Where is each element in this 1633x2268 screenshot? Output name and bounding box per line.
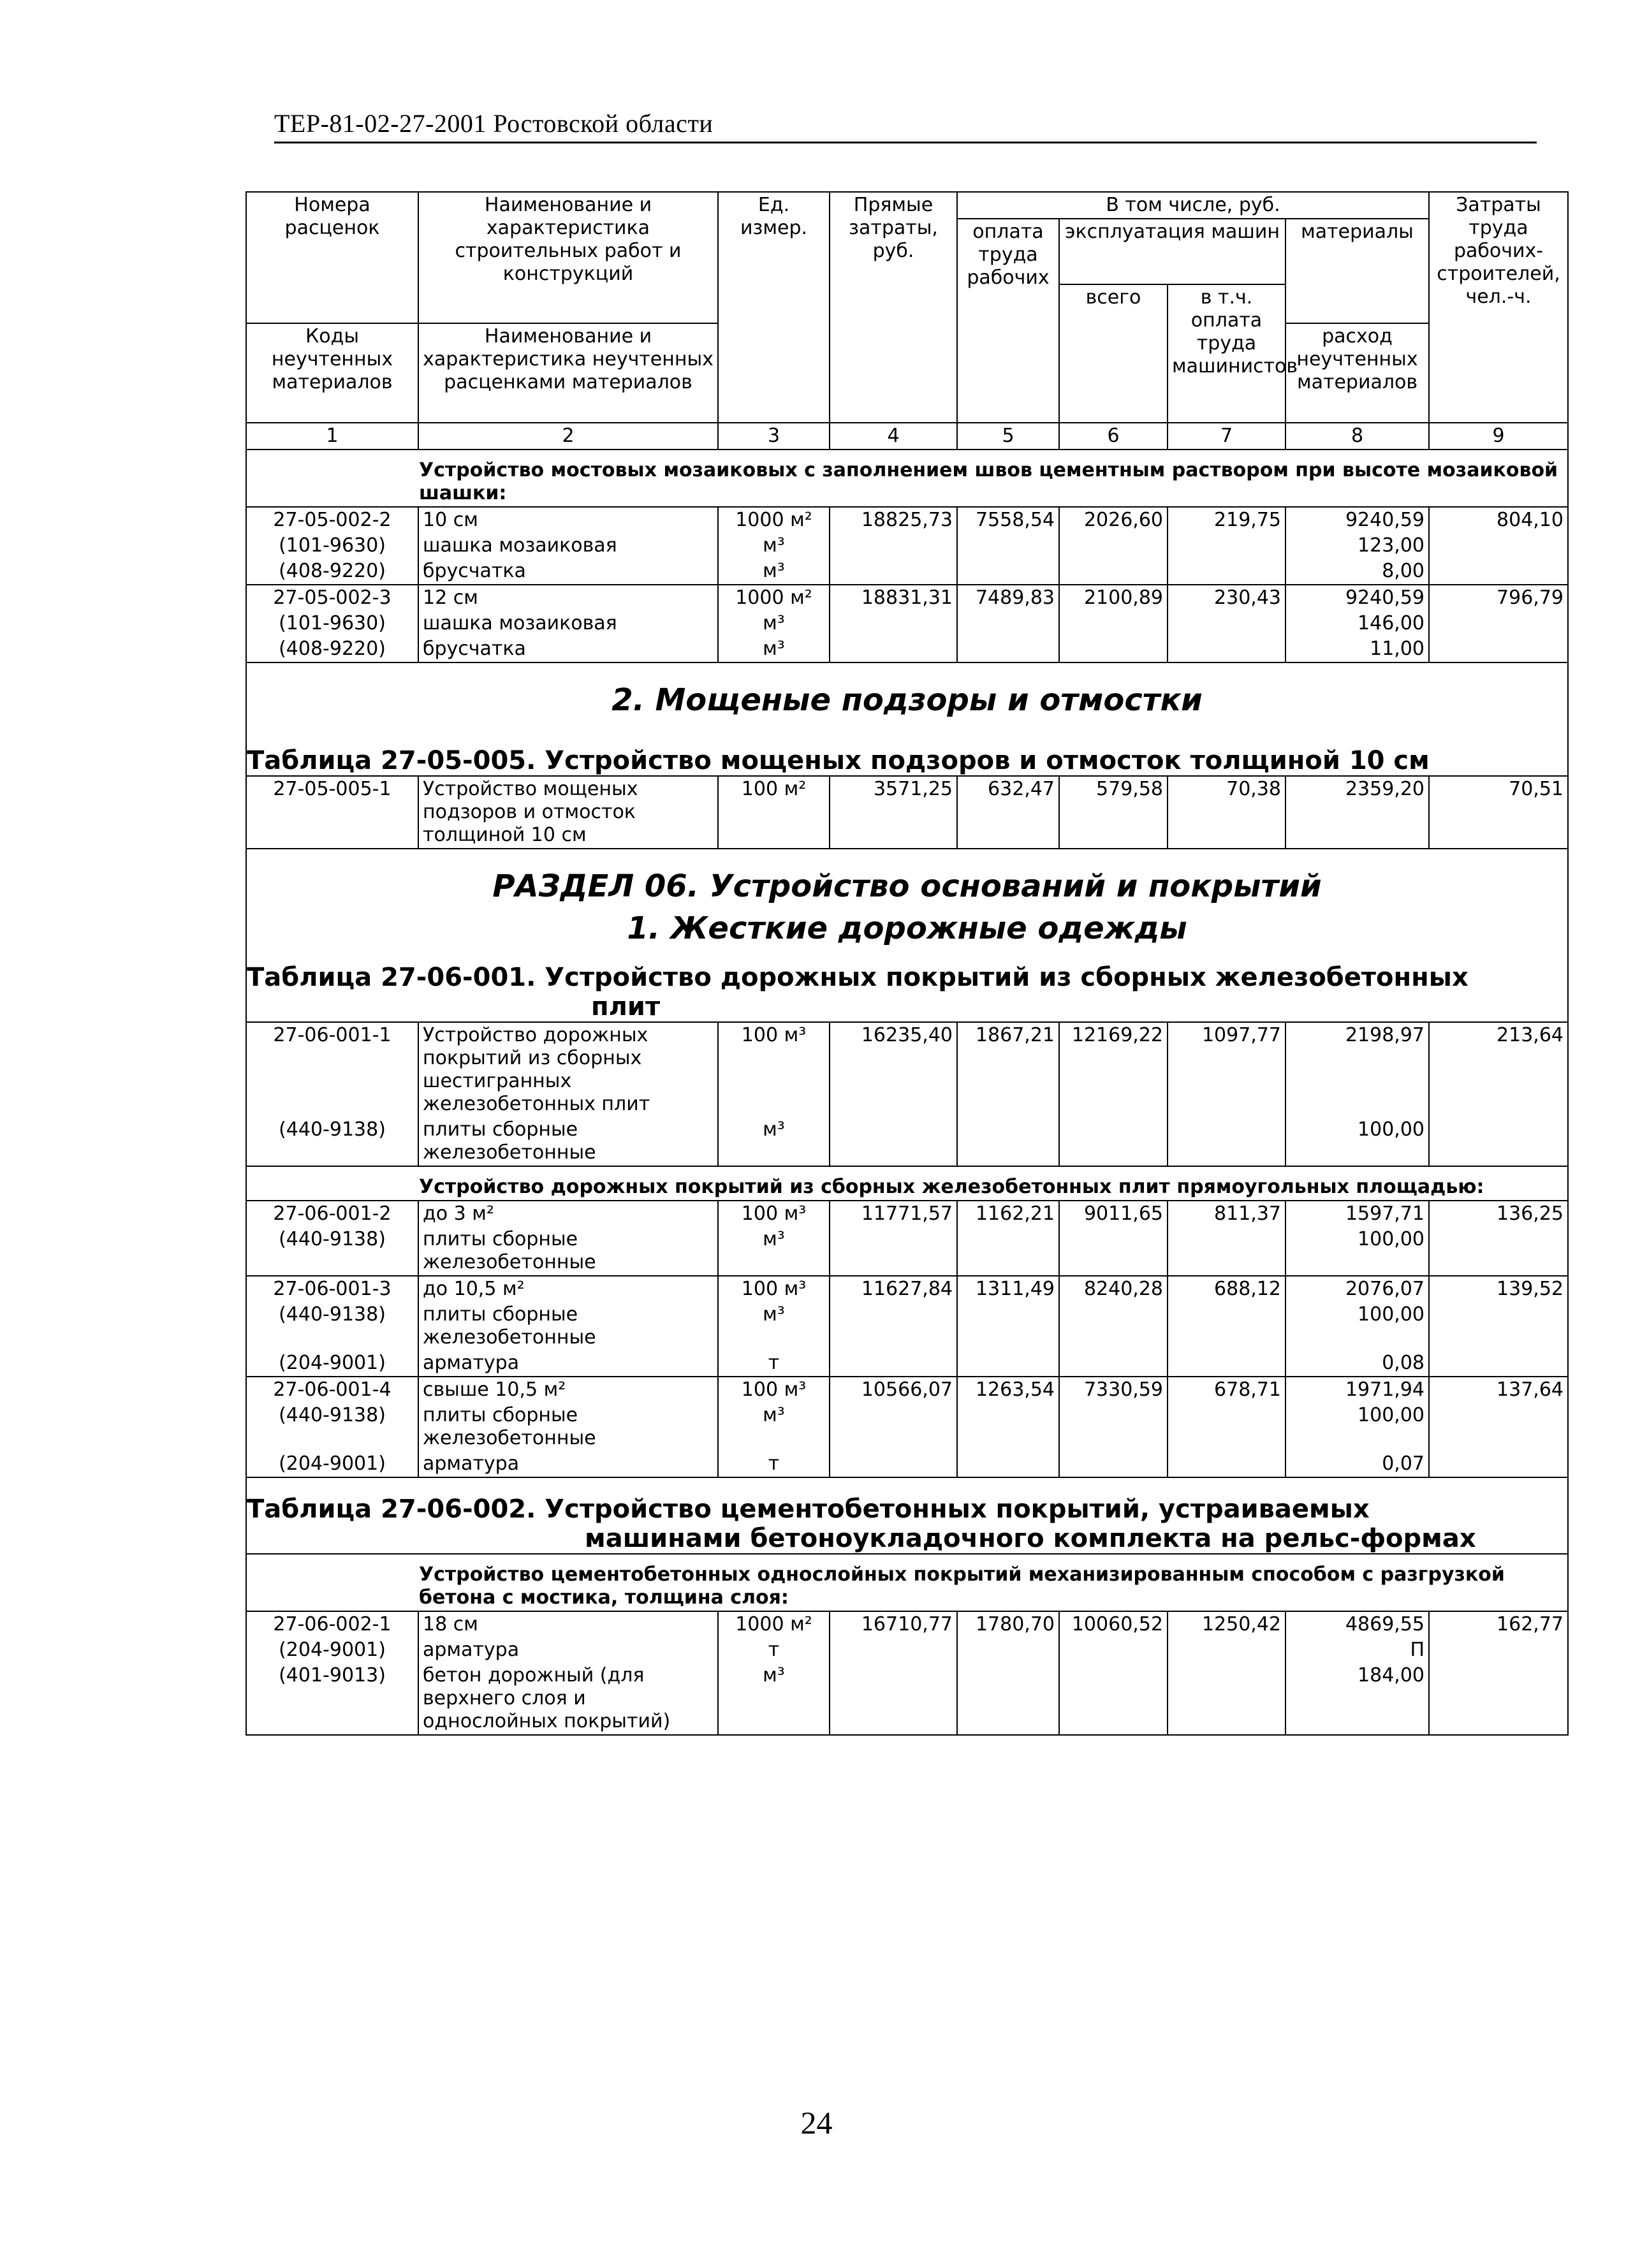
- work-name: шашка мозаиковая: [418, 533, 718, 559]
- labor-hours: [1429, 636, 1568, 662]
- rate-code: 27-05-002-3: [246, 585, 418, 611]
- labor-cost: [957, 1227, 1059, 1276]
- machine-cost: [1059, 1227, 1168, 1276]
- header-materials: материалы: [1285, 219, 1429, 323]
- unit: м³: [718, 1302, 830, 1350]
- machine-labor-cost: 811,37: [1168, 1201, 1285, 1227]
- heading-2: 2. Мощеные подзоры и отмостки: [246, 662, 1568, 729]
- materials-cost: 9240,59: [1285, 585, 1429, 611]
- table-row: [246, 611, 1568, 636]
- col-number: 1: [246, 423, 418, 450]
- machine-labor-cost: [1168, 1302, 1285, 1350]
- materials-cost: 11,00: [1285, 636, 1429, 662]
- rate-code: 27-06-001-4: [246, 1377, 418, 1403]
- price-table: [245, 191, 1569, 1736]
- section-2: [246, 662, 1568, 776]
- work-name: арматура: [418, 1451, 718, 1477]
- table-06-002-rows: [246, 1611, 1568, 1735]
- rate-code: (204-9001): [246, 1350, 418, 1377]
- machine-labor-cost: [1168, 1403, 1285, 1451]
- work-name: 12 см: [418, 585, 718, 611]
- labor-cost: 1780,70: [957, 1611, 1059, 1637]
- col-number: 3: [718, 423, 830, 450]
- table-header: [246, 192, 1568, 450]
- table-row: [246, 1201, 1568, 1227]
- unit: м³: [718, 1403, 830, 1451]
- table-06-001-group: [246, 1166, 1568, 1201]
- unit: м³: [718, 1117, 830, 1166]
- header-machines: эксплуатация машин: [1059, 219, 1285, 284]
- header-labor: оплата труда рабочих: [957, 219, 1059, 423]
- direct-costs: [830, 1117, 957, 1166]
- direct-costs: 11627,84: [830, 1276, 957, 1302]
- header-col9: Затраты труда рабочих-строителей, чел.-ч.: [1429, 192, 1568, 423]
- work-name: бетон дорожный (для верхнего слоя и однослойных покрытий): [418, 1663, 718, 1735]
- unit: м³: [718, 533, 830, 559]
- table-row: [246, 1611, 1568, 1637]
- header-col2-top: Наименование и характеристика строительных работ и конструкций: [418, 192, 718, 323]
- labor-cost: 1162,21: [957, 1201, 1059, 1227]
- unit: т: [718, 1451, 830, 1477]
- machine-labor-cost: [1168, 1227, 1285, 1276]
- machine-cost: [1059, 611, 1168, 636]
- work-name: до 10,5 м²: [418, 1276, 718, 1302]
- machine-labor-cost: 688,12: [1168, 1276, 1285, 1302]
- labor-hours: 70,51: [1429, 776, 1568, 849]
- unit: м³: [718, 611, 830, 636]
- direct-costs: [830, 1663, 957, 1735]
- labor-cost: [957, 1637, 1059, 1663]
- labor-hours: 213,64: [1429, 1022, 1568, 1117]
- col-number: 2: [418, 423, 718, 450]
- table-06-002: [246, 1477, 1568, 1611]
- labor-hours: [1429, 1403, 1568, 1451]
- materials-cost: П: [1285, 1637, 1429, 1663]
- labor-cost: 632,47: [957, 776, 1059, 849]
- labor-hours: 162,77: [1429, 1611, 1568, 1637]
- col-number: 5: [957, 423, 1059, 450]
- work-name: Устройство мощеных подзоров и отмосток толщиной 10 см: [418, 776, 718, 849]
- rate-code: 27-05-005-1: [246, 776, 418, 849]
- machine-labor-cost: 70,38: [1168, 776, 1285, 849]
- table-06-001-title-2: плит: [591, 992, 661, 1021]
- table-06-001-group-rows: [246, 1201, 1568, 1477]
- rate-code: (440-9138): [246, 1117, 418, 1166]
- machine-labor-cost: [1168, 533, 1285, 559]
- machine-labor-cost: [1168, 611, 1285, 636]
- machine-labor-cost: [1168, 1663, 1285, 1735]
- labor-hours: 139,52: [1429, 1276, 1568, 1302]
- labor-hours: [1429, 1451, 1568, 1477]
- rate-code: (204-9001): [246, 1637, 418, 1663]
- materials-cost: 4869,55: [1285, 1611, 1429, 1637]
- labor-hours: [1429, 1227, 1568, 1276]
- machine-cost: 579,58: [1059, 776, 1168, 849]
- rate-code: (440-9138): [246, 1403, 418, 1451]
- header-materials-use: расход неучтенных материалов: [1285, 323, 1429, 423]
- labor-hours: 804,10: [1429, 507, 1568, 533]
- materials-cost: 8,00: [1285, 559, 1429, 585]
- rate-code: 27-06-001-1: [246, 1022, 418, 1117]
- heading-06-1: 1. Жесткие дорожные одежды: [246, 904, 1568, 946]
- materials-cost: 9240,59: [1285, 507, 1429, 533]
- work-name: шашка мозаиковая: [418, 611, 718, 636]
- materials-cost: 100,00: [1285, 1403, 1429, 1451]
- direct-costs: [830, 636, 957, 662]
- machine-cost: 2026,60: [1059, 507, 1168, 533]
- materials-cost: 2076,07: [1285, 1276, 1429, 1302]
- table-06-002-title-1: Устройство цементобетонных покрытий, устраиваемых: [545, 1495, 1370, 1524]
- materials-cost: 100,00: [1285, 1117, 1429, 1166]
- table-005-label: Таблица 27-05-005.: [247, 746, 536, 775]
- labor-cost: 1263,54: [957, 1377, 1059, 1403]
- materials-cost: 2359,20: [1285, 776, 1429, 849]
- machine-cost: 7330,59: [1059, 1377, 1168, 1403]
- work-name: арматура: [418, 1637, 718, 1663]
- rate-code: 27-06-001-3: [246, 1276, 418, 1302]
- unit: 1000 м²: [718, 585, 830, 611]
- unit: м³: [718, 636, 830, 662]
- direct-costs: [830, 1302, 957, 1350]
- header-col3: Ед. измер.: [718, 192, 830, 423]
- machine-labor-cost: 1250,42: [1168, 1611, 1285, 1637]
- table-row: [246, 776, 1568, 849]
- work-name: арматура: [418, 1350, 718, 1377]
- work-name: плиты сборные железобетонные: [418, 1117, 718, 1166]
- table-row: [246, 559, 1568, 585]
- table-row: [246, 1637, 1568, 1663]
- machine-labor-cost: [1168, 636, 1285, 662]
- machine-labor-cost: [1168, 1117, 1285, 1166]
- labor-hours: [1429, 611, 1568, 636]
- labor-cost: [957, 636, 1059, 662]
- group1-rows: [246, 507, 1568, 662]
- machine-cost: 9011,65: [1059, 1201, 1168, 1227]
- labor-cost: [957, 1663, 1059, 1735]
- machine-cost: [1059, 533, 1168, 559]
- unit: м³: [718, 1663, 830, 1735]
- labor-cost: [957, 1302, 1059, 1350]
- machine-cost: 8240,28: [1059, 1276, 1168, 1302]
- direct-costs: [830, 1350, 957, 1377]
- labor-cost: [957, 559, 1059, 585]
- header-col1-bottom: Коды неучтенных материалов: [246, 323, 418, 423]
- labor-cost: 1867,21: [957, 1022, 1059, 1117]
- table-row: [246, 507, 1568, 533]
- table-06-001-group-title: Устройство дорожных покрытий из сборных железобетонных плит прямоугольных площадью:: [246, 1166, 1568, 1201]
- labor-hours: [1429, 559, 1568, 585]
- direct-costs: 18831,31: [830, 585, 957, 611]
- direct-costs: [830, 559, 957, 585]
- work-name: до 3 м²: [418, 1201, 718, 1227]
- work-name: плиты сборные железобетонные: [418, 1403, 718, 1451]
- labor-hours: 136,25: [1429, 1201, 1568, 1227]
- col-number: 4: [830, 423, 957, 450]
- table-005-title: Устройство мощеных подзоров и отмосток толщиной 10 см: [545, 746, 1430, 775]
- machine-labor-cost: 678,71: [1168, 1377, 1285, 1403]
- group1-title: Устройство мостовых мозаиковых с заполнением швов цементным раствором при высоте мозаиковой шашки:: [246, 450, 1568, 507]
- machine-labor-cost: 230,43: [1168, 585, 1285, 611]
- col-number: 8: [1285, 423, 1429, 450]
- machine-labor-cost: [1168, 1451, 1285, 1477]
- labor-hours: [1429, 1302, 1568, 1350]
- table-row: [246, 1451, 1568, 1477]
- labor-cost: [957, 1451, 1059, 1477]
- unit: т: [718, 1350, 830, 1377]
- materials-cost: 146,00: [1285, 611, 1429, 636]
- rate-code: (440-9138): [246, 1302, 418, 1350]
- materials-cost: 1971,94: [1285, 1377, 1429, 1403]
- unit: м³: [718, 1227, 830, 1276]
- direct-costs: 16235,40: [830, 1022, 957, 1117]
- table-row: [246, 1302, 1568, 1350]
- table-06-002-caption: [246, 1477, 1568, 1554]
- labor-hours: [1429, 533, 1568, 559]
- table-005-caption: [246, 729, 1568, 776]
- rate-code: 27-05-002-2: [246, 507, 418, 533]
- section-06-title: РАЗДЕЛ 06. Устройство оснований и покрытий: [246, 849, 1568, 904]
- labor-hours: [1429, 1663, 1568, 1735]
- col-number: 7: [1168, 423, 1285, 450]
- machine-cost: [1059, 1117, 1168, 1166]
- rate-code: (401-9013): [246, 1663, 418, 1735]
- rate-code: (101-9630): [246, 533, 418, 559]
- machine-cost: [1059, 1403, 1168, 1451]
- page-number: 24: [800, 2105, 833, 2140]
- rate-code: (408-9220): [246, 559, 418, 585]
- direct-costs: [830, 1403, 957, 1451]
- rate-code: 27-06-001-2: [246, 1201, 418, 1227]
- unit: 1000 м²: [718, 507, 830, 533]
- table-06-001-caption: [246, 946, 1568, 1022]
- direct-costs: 11771,57: [830, 1201, 957, 1227]
- table-row: [246, 1663, 1568, 1735]
- labor-cost: 1311,49: [957, 1276, 1059, 1302]
- table-row: [246, 1403, 1568, 1451]
- unit: 100 м³: [718, 1201, 830, 1227]
- table-row: [246, 585, 1568, 611]
- materials-cost: 184,00: [1285, 1663, 1429, 1735]
- direct-costs: [830, 533, 957, 559]
- direct-costs: [830, 1451, 957, 1477]
- direct-costs: 3571,25: [830, 776, 957, 849]
- labor-hours: [1429, 1350, 1568, 1377]
- labor-cost: [957, 611, 1059, 636]
- work-name: плиты сборные железобетонные: [418, 1227, 718, 1276]
- machine-cost: [1059, 1350, 1168, 1377]
- unit: 1000 м²: [718, 1611, 830, 1637]
- machine-cost: 2100,89: [1059, 585, 1168, 611]
- table-row: [246, 1117, 1568, 1166]
- machine-labor-cost: [1168, 1350, 1285, 1377]
- machine-cost: [1059, 1637, 1168, 1663]
- col-number: 6: [1059, 423, 1168, 450]
- machine-labor-cost: 219,75: [1168, 507, 1285, 533]
- machine-cost: [1059, 1302, 1168, 1350]
- col-number: 9: [1429, 423, 1568, 450]
- labor-hours: 796,79: [1429, 585, 1568, 611]
- unit: 100 м²: [718, 776, 830, 849]
- group1: [246, 450, 1568, 507]
- materials-cost: 2198,97: [1285, 1022, 1429, 1117]
- machine-labor-cost: 1097,77: [1168, 1022, 1285, 1117]
- work-name: свыше 10,5 м²: [418, 1377, 718, 1403]
- labor-cost: [957, 1350, 1059, 1377]
- work-name: 18 см: [418, 1611, 718, 1637]
- table-row: [246, 1350, 1568, 1377]
- rate-code: (440-9138): [246, 1227, 418, 1276]
- unit: м³: [718, 559, 830, 585]
- rate-code: (204-9001): [246, 1451, 418, 1477]
- work-name: Устройство дорожных покрытий из сборных шестигранных железобетонных плит: [418, 1022, 718, 1117]
- labor-cost: [957, 533, 1059, 559]
- table-005-rows: [246, 776, 1568, 849]
- document-header: ТЕР-81-02-27-2001 Ростовской области: [274, 109, 714, 138]
- table-06-001-title-1: Устройство дорожных покрытий из сборных железобетонных: [545, 963, 1468, 992]
- unit: 100 м³: [718, 1377, 830, 1403]
- work-name: брусчатка: [418, 559, 718, 585]
- header-col1-top: Номера расценок: [246, 192, 418, 323]
- table-row: [246, 1377, 1568, 1403]
- machine-cost: [1059, 559, 1168, 585]
- rate-code: 27-06-002-1: [246, 1611, 418, 1637]
- header-col2-bottom: Наименование и характеристика неучтенных расценками материалов: [418, 323, 718, 423]
- rate-code: (101-9630): [246, 611, 418, 636]
- table-row: [246, 1276, 1568, 1302]
- machine-cost: [1059, 636, 1168, 662]
- materials-cost: 0,07: [1285, 1451, 1429, 1477]
- labor-cost: 7489,83: [957, 585, 1059, 611]
- table-06-001-label: Таблица 27-06-001.: [247, 963, 536, 992]
- labor-hours: [1429, 1117, 1568, 1166]
- materials-cost: 1597,71: [1285, 1201, 1429, 1227]
- machine-cost: [1059, 1451, 1168, 1477]
- machine-labor-cost: [1168, 1637, 1285, 1663]
- machine-cost: 12169,22: [1059, 1022, 1168, 1117]
- materials-cost: 100,00: [1285, 1227, 1429, 1276]
- direct-costs: 10566,07: [830, 1377, 957, 1403]
- labor-cost: [957, 1403, 1059, 1451]
- machine-cost: [1059, 1663, 1168, 1735]
- section-06: [246, 849, 1568, 1022]
- machine-cost: 10060,52: [1059, 1611, 1168, 1637]
- header-col4: Прямые затраты, руб.: [830, 192, 957, 423]
- unit: т: [718, 1637, 830, 1663]
- materials-cost: 0,08: [1285, 1350, 1429, 1377]
- materials-cost: 123,00: [1285, 533, 1429, 559]
- direct-costs: [830, 1227, 957, 1276]
- work-name: 10 см: [418, 507, 718, 533]
- work-name: брусчатка: [418, 636, 718, 662]
- work-name: плиты сборные железобетонные: [418, 1302, 718, 1350]
- rate-code: (408-9220): [246, 636, 418, 662]
- table-row: [246, 1022, 1568, 1117]
- table-06-001-rows: [246, 1022, 1568, 1166]
- direct-costs: 16710,77: [830, 1611, 957, 1637]
- labor-cost: 7558,54: [957, 507, 1059, 533]
- direct-costs: [830, 611, 957, 636]
- labor-hours: 137,64: [1429, 1377, 1568, 1403]
- direct-costs: [830, 1637, 957, 1663]
- table-row: [246, 533, 1568, 559]
- header-including: В том числе, руб.: [957, 192, 1429, 219]
- table-row: [246, 1227, 1568, 1276]
- unit: 100 м³: [718, 1276, 830, 1302]
- unit: 100 м³: [718, 1022, 830, 1117]
- table-06-002-group-title: Устройство цементобетонных однослойных покрытий механизированным способом с разгрузкой бетона с мостика, толщина слоя:: [246, 1554, 1568, 1611]
- column-numbers-row: [246, 423, 1568, 450]
- table-06-002-label: Таблица 27-06-002.: [247, 1495, 536, 1524]
- header-machines-total: всего: [1059, 284, 1168, 423]
- header-machines-labor: в т.ч. оплата труда машинистов: [1168, 284, 1285, 423]
- direct-costs: 18825,73: [830, 507, 957, 533]
- labor-hours: [1429, 1637, 1568, 1663]
- labor-cost: [957, 1117, 1059, 1166]
- table-row: [246, 636, 1568, 662]
- machine-labor-cost: [1168, 559, 1285, 585]
- header-rule: [274, 142, 1537, 143]
- materials-cost: 100,00: [1285, 1302, 1429, 1350]
- table-06-002-title-2: машинами бетоноукладочного комплекта на рельс-формах: [585, 1524, 1476, 1553]
